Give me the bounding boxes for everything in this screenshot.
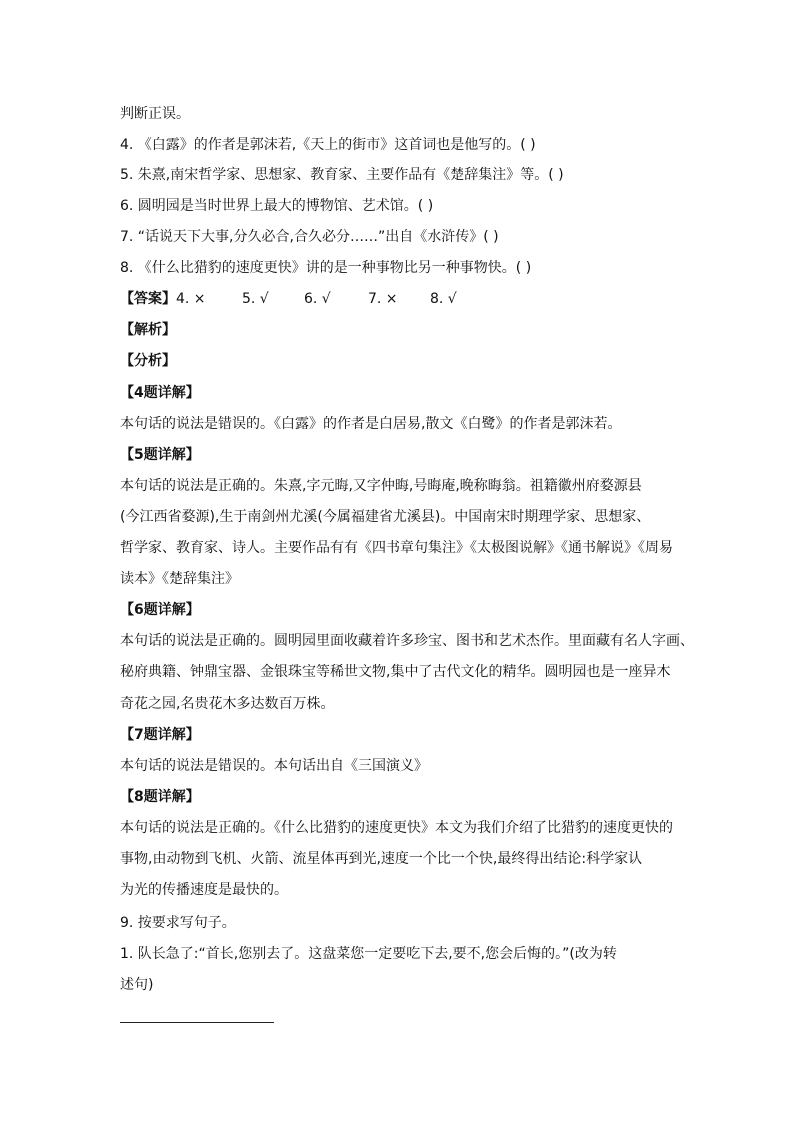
detail-5-heading: 【5题详解】 [120,447,200,463]
detail-8-line: 为光的传播速度是最快的。 [120,882,288,898]
detail-5-line: (今江西省婺源),生于南剑州尤溪(今属福建省尤溪县)。中国南宋时期理学家、思想家、 [120,509,651,525]
analysis-label: 【解析】 [120,322,176,338]
detail-6-line: 奇花之园,名贵花木多达数百万株。 [120,696,335,712]
question-9-title: 9. 按要求写句子。 [120,915,236,931]
question-6: 6. 圆明园是当时世界上最大的博物馆、艺术馆。( ) [120,198,434,214]
question-9-item-line: 1. 队长急了:“首长,您别去了。这盘菜您一定要吃下去,要不,您会后悔的。”(改为转 [120,946,617,962]
question-8: 8. 《什么比猎豹的速度更快》讲的是一种事物比另一种事物快。( ) [120,260,532,276]
answer-blank-line [120,1022,274,1023]
detail-5-line: 读本》《楚辞集注》 [120,571,239,587]
detail-8-heading: 【8题详解】 [120,789,200,805]
answer-item-8: 8. √ [430,291,457,307]
answer-label: 【答案】 [120,291,176,307]
detail-6-heading: 【6题详解】 [120,602,200,618]
question-4: 4. 《白露》的作者是郭沫若,《天上的街市》这首词也是他写的。( ) [120,137,536,153]
detail-7-line: 本句话的说法是错误的。本句话出自《三国演义》 [120,758,428,774]
detail-7-heading: 【7题详解】 [120,727,200,743]
answer-item-7: 7. × [368,291,398,307]
detail-8-line: 事物,由动物到飞机、火箭、流星体再到光,速度一个比一个快,最终得出结论:科学家认 [120,851,643,867]
question-9-item-line: 述句) [120,977,154,993]
answer-item-4: 4. × [176,291,206,307]
answer-item-6: 6. √ [304,291,331,307]
answer-item-5: 5. √ [242,291,269,307]
detail-8-line: 本句话的说法是正确的。《什么比猎豹的速度更快》本文为我们介绍了比猎豹的速度更快的 [120,820,673,836]
detail-5-line: 哲学家、教育家、诗人。主要作品有有《四书章句集注》《太极图说解》《通书解说》《周易 [120,540,673,556]
detail-6-line: 本句话的说法是正确的。圆明园里面收藏着许多珍宝、图书和艺术杰作。里面藏有名人字画、 [120,633,694,649]
section-intro: 判断正误。 [120,106,190,122]
detail-4-heading: 【4题详解】 [120,385,200,401]
question-7: 7. “话说天下大事,分久必合,合久必分……”出自《水浒传》( ) [120,229,499,245]
detail-5-line: 本句话的说法是正确的。朱熹,字元晦,又字仲晦,号晦庵,晚称晦翁。祖籍徽州府婺源县 [120,478,642,494]
answer-line [120,289,680,309]
detail-6-line: 秘府典籍、钟鼎宝器、金银珠宝等稀世文物,集中了古代文化的精华。圆明园也是一座异木 [120,664,671,680]
question-5: 5. 朱熹,南宋哲学家、思想家、教育家、主要作品有《楚辞集注》等。( ) [120,167,564,183]
detail-4-line: 本句话的说法是错误的。《白露》的作者是白居易,散文《白鹭》的作者是郭沫若。 [120,416,622,432]
breakdown-label: 【分析】 [120,353,176,369]
